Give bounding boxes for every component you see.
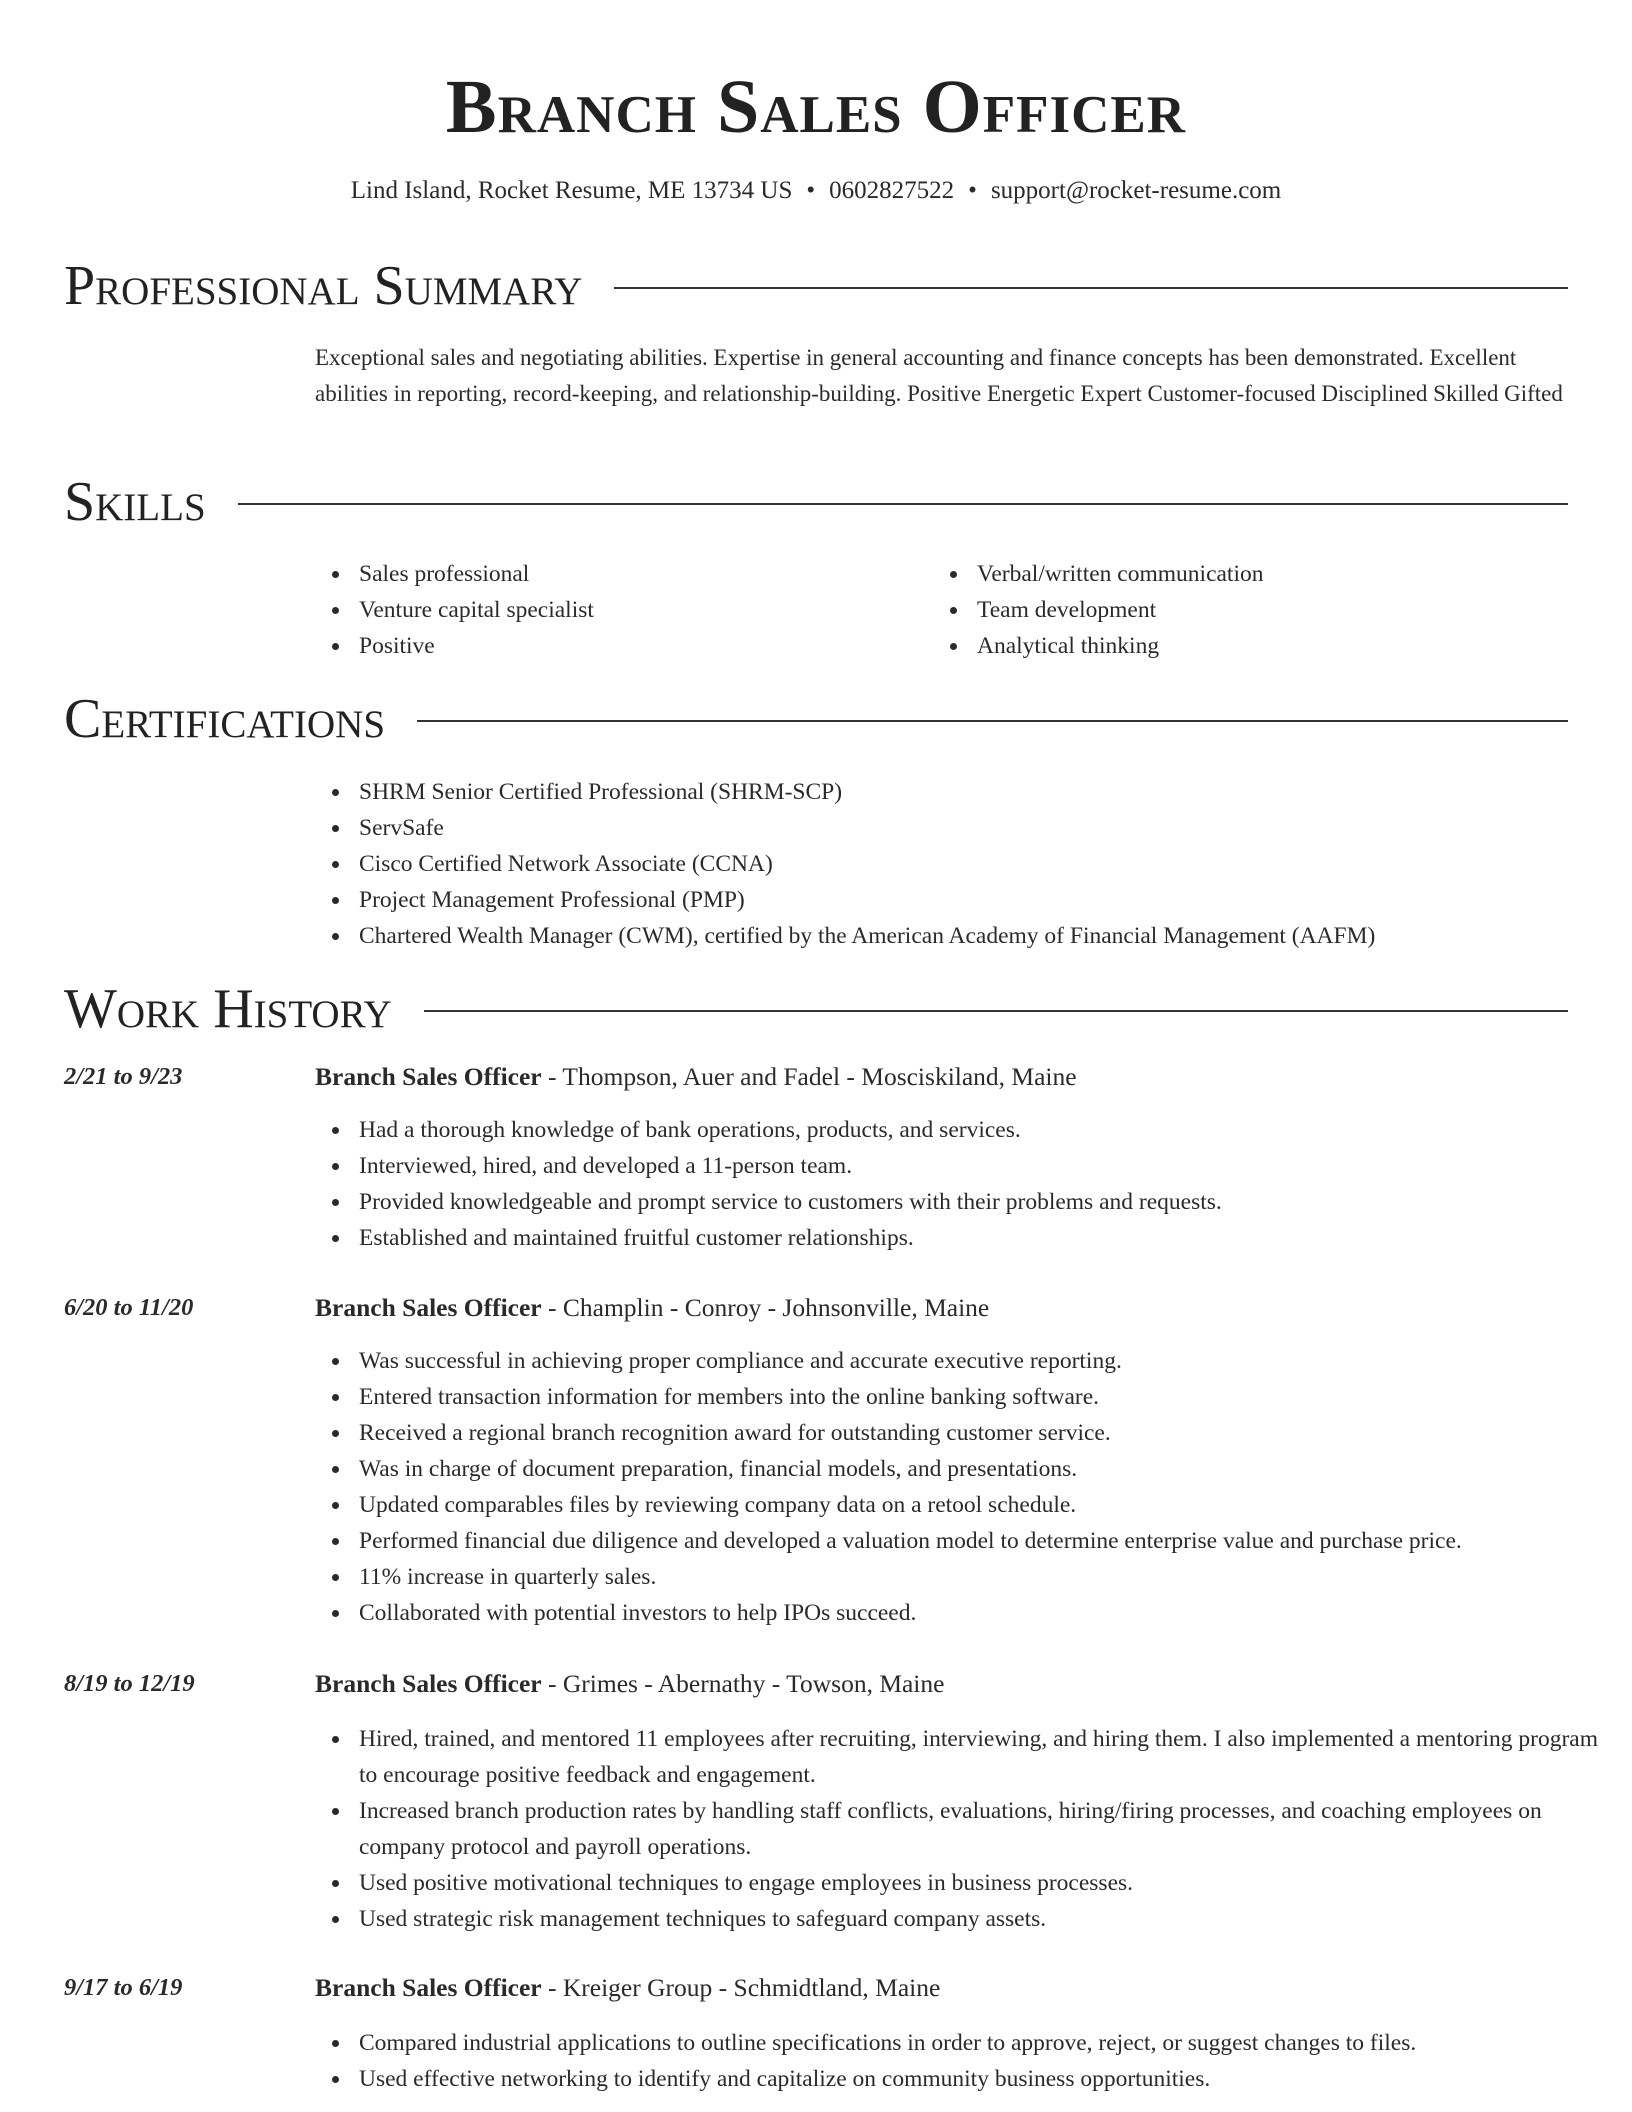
job-bullets <box>315 1721 1605 1937</box>
certification-item: SHRM Senior Certified Professional (SHRM-SCP) <box>315 774 1585 810</box>
contact-phone: 0602827522 <box>829 177 955 204</box>
skill-item: Analytical thinking <box>933 628 1573 664</box>
section-title-certifications: Certifications <box>64 688 386 750</box>
job-bullet: Increased branch production rates by handling staff conflicts, evaluations, hiring/firing processes, and coaching employees on company protocol and payroll operations. <box>315 1793 1605 1865</box>
section-title-work-history: Work History <box>64 978 392 1040</box>
job-bullet: Updated comparables files by reviewing company data on a retool schedule. <box>315 1487 1605 1523</box>
job-title: Branch Sales Officer <box>315 1973 542 2002</box>
section-title-skills: Skills <box>64 471 206 533</box>
job-bullet: Was in charge of document preparation, financial models, and presentations. <box>315 1451 1605 1487</box>
certifications-list <box>315 774 1585 954</box>
section-title-summary: Professional Summary <box>64 255 583 317</box>
job-heading <box>315 1291 989 1325</box>
skill-item: Verbal/written communication <box>933 556 1573 592</box>
contact-separator: • <box>806 177 816 204</box>
job-employer: - Kreiger Group - Schmidtland, Maine <box>541 1973 941 2002</box>
job-bullets <box>315 1112 1605 1256</box>
contact-line <box>0 175 1632 207</box>
job-dates: 6/20 to 11/20 <box>64 1294 194 1321</box>
contact-address: Lind Island, Rocket Resume, ME 13734 US <box>350 177 793 204</box>
job-bullets <box>315 2025 1605 2097</box>
job-bullet: Provided knowledgeable and prompt service to customers with their problems and requests. <box>315 1184 1605 1220</box>
skill-item: Positive <box>315 628 915 664</box>
job-employer: - Champlin - Conroy - Johnsonville, Maine <box>541 1293 990 1322</box>
section-header-certifications <box>64 689 1568 749</box>
job-bullets <box>315 1343 1605 1631</box>
job-bullet: Used effective networking to identify and capitalize on community business opportunities. <box>315 2061 1605 2097</box>
certification-item: Chartered Wealth Manager (CWM), certified by the American Academy of Financial Management (AAFM) <box>315 918 1585 954</box>
contact-separator: • <box>968 177 977 204</box>
certification-item: ServSafe <box>315 810 1585 846</box>
job-bullet: Had a thorough knowledge of bank operations, products, and services. <box>315 1112 1605 1148</box>
job-bullet: Was successful in achieving proper compliance and accurate executive reporting. <box>315 1343 1605 1379</box>
skills-list-left <box>315 556 915 664</box>
job-bullet: Used positive motivational techniques to engage employees in business processes. <box>315 1865 1605 1901</box>
job-heading <box>315 1667 944 1701</box>
skill-item: Sales professional <box>315 556 915 592</box>
job-title: Branch Sales Officer <box>315 1062 542 1091</box>
job-heading <box>315 1060 1077 1094</box>
job-bullet: 11% increase in quarterly sales. <box>315 1559 1605 1595</box>
job-employer: - Grimes - Abernathy - Towson, Maine <box>541 1669 945 1698</box>
section-rule <box>238 503 1568 505</box>
job-bullet: Performed financial due diligence and developed a valuation model to determine enterprise value and purchase price. <box>315 1523 1605 1559</box>
job-dates: 2/21 to 9/23 <box>64 1063 183 1090</box>
job-title: Branch Sales Officer <box>315 1293 542 1322</box>
job-dates: 9/17 to 6/19 <box>64 1974 183 2001</box>
job-bullet: Received a regional branch recognition award for outstanding customer service. <box>315 1415 1605 1451</box>
summary-text: Exceptional sales and negotiating abilities. Expertise in general accounting and finance concepts has been demonstrated. Excellent abilities in reporting, record-keeping, and relationship-building. Positive Energetic Expert Customer-focused Disciplined Skilled Gifted <box>315 345 1563 406</box>
job-title: Branch Sales Officer <box>315 1669 542 1698</box>
job-bullet: Collaborated with potential investors to help IPOs succeed. <box>315 1595 1605 1631</box>
section-rule <box>417 720 1568 722</box>
job-bullet: Established and maintained fruitful customer relationships. <box>315 1220 1605 1256</box>
certification-item: Project Management Professional (PMP) <box>315 882 1585 918</box>
contact-email: support@rocket-resume.com <box>990 177 1282 204</box>
section-header-skills <box>64 472 1568 532</box>
job-bullet: Hired, trained, and mentored 11 employees after recruiting, interviewing, and hiring them. I also implemented a mentoring program to encourage positive feedback and engagement. <box>315 1721 1605 1793</box>
job-bullet: Compared industrial applications to outline specifications in order to approve, reject, or suggest changes to files. <box>315 2025 1605 2061</box>
skills-list-right <box>933 556 1573 664</box>
job-bullet: Entered transaction information for members into the online banking software. <box>315 1379 1605 1415</box>
section-header-summary <box>64 256 1568 316</box>
section-header-work-history <box>64 979 1568 1039</box>
certification-item: Cisco Certified Network Associate (CCNA) <box>315 846 1585 882</box>
job-dates: 8/19 to 12/19 <box>64 1670 195 1697</box>
job-heading <box>315 1971 940 2005</box>
section-rule <box>424 1010 1568 1012</box>
job-bullet: Used strategic risk management techniques to safeguard company assets. <box>315 1901 1605 1937</box>
resume-name: Branch Sales Officer <box>445 65 1187 149</box>
skill-item: Venture capital specialist <box>315 592 915 628</box>
job-bullet: Interviewed, hired, and developed a 11-person team. <box>315 1148 1605 1184</box>
section-rule <box>614 287 1568 289</box>
skill-item: Team development <box>933 592 1573 628</box>
job-employer: - Thompson, Auer and Fadel - Mosciskiland, Maine <box>541 1062 1077 1091</box>
